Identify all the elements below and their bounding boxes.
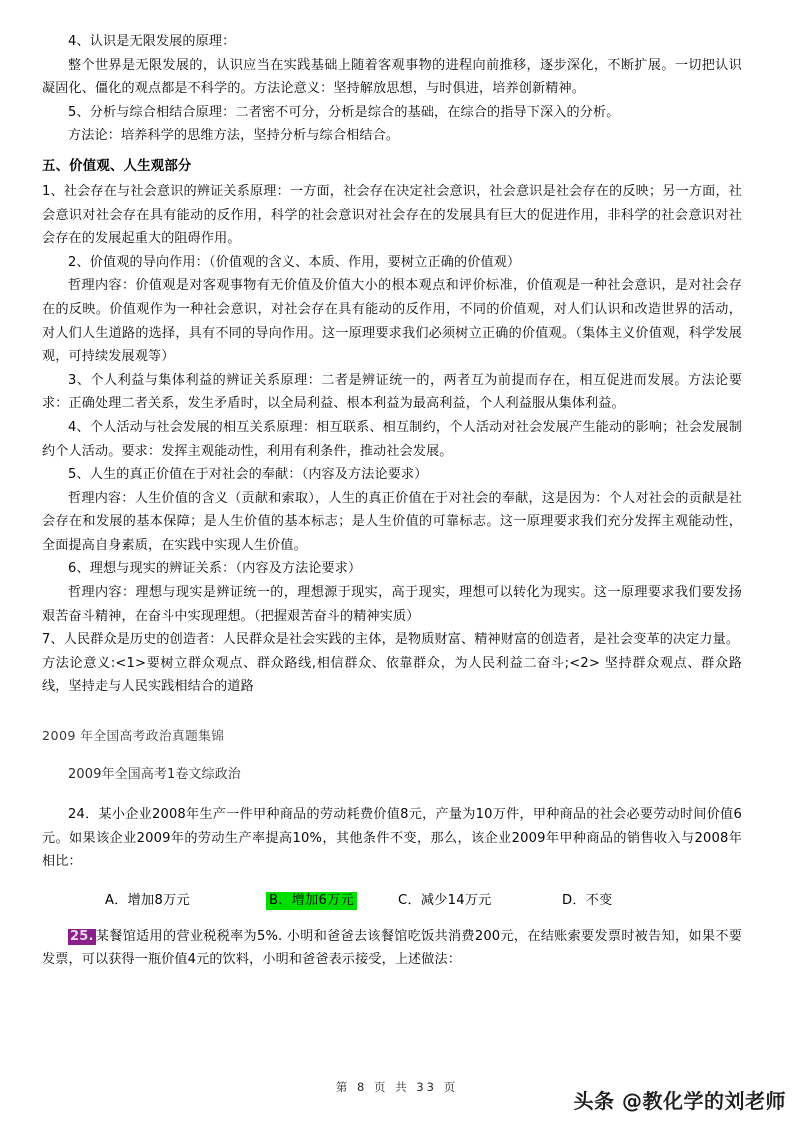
section-five-heading: 五、价值观、人生观部分: [42, 158, 192, 174]
item-5-title: 5、分析与综合相结合原理：二者密不可分，分析是综合的基础，在综合的指导下深入的分析。: [68, 104, 620, 120]
section-five-item-1-title: 1、社会存在与社会意识的辨证关系原理：一方面，社会存在决定社会意识，社会意识是社会存在的反映；另一方面，社会意识对社会存在具有能动的反作用，科学的社会意识对社会存在的发展具有巨大的促进作用，非科学的社会意识对社会存在的发展起重大的阻碍作用。: [42, 183, 742, 247]
section-five-item-2-title: 2、价值观的导向作用：（价值观的含义、本质、作用，要树立正确的价值观）: [68, 254, 521, 270]
spacer-after-paper-title: [42, 786, 742, 803]
item-4-title: 4、认识是无限发展的原理：: [68, 34, 236, 49]
section-five-item-7-title: 7、人民群众是历史的创造者：人民群众是社会实践的主体，是物质财富、精神财富的创造者，是社会变革的决定力量。: [42, 632, 740, 648]
option-c[interactable]: C．减少14万元: [398, 892, 492, 908]
exam-paper-title: 2009年全国高考1卷文综政治: [68, 767, 241, 783]
footer-page-number-text: 第 8 页 共 33 页: [335, 1080, 459, 1094]
document-body: [42, 30, 742, 972]
section-five-item-2-body: 哲理内容：价值观是对客观事物有无价值及价值大小的根本观点和评价标准，价值观是一种社会意识，是对社会存在的反映。价值观作为一种社会意识，对社会存在具有能动的反作用，不同的价值观，对人们认识和改造世界的活动，对人们人生道路的选择，具有不同的导向作用。这一原理要求我们必须树立正确的价值观。（集体主义价值观，科学发展观，可持续发展观等）: [42, 278, 742, 365]
question-25-number-highlight: 25.: [70, 928, 94, 944]
section-five-item-5-body: 哲理内容：人生价值的含义（贡献和索取），人生的真正价值在于对社会的奉献，这是因为：个人对社会的贡献是社会存在和发展的基本保障；是人生价值的基本标志；是人生价值的可靠标志。这一原理要求我们充分发挥主观能动性，全面提高自身素质，在实践中实现人生价值。: [42, 490, 742, 553]
section-five-item-3-title: 3、个人利益与集体利益的辨证关系原理：二者是辨证统一的，两者互为前提而存在，相互促进而发展。方法论要求：正确处理二者关系，发生矛盾时，以全局利益、根本利益为最高利益，个人利益服从集体利益。: [42, 372, 742, 412]
option-b-highlight: B．增加6万元: [266, 892, 357, 910]
spacer-after-collection-title: [42, 747, 742, 764]
watermark-platform: 头条: [573, 1089, 615, 1113]
question-24-stem: 24．某小企业2008年生产一件甲种商品的劳动耗费价值8元，产量为10万件，甲种商品的社会必要劳动时间价值6元。如果该企业2009年的劳动生产率提高10%，其他条件不变，那么，该企业2009年甲种商品的销售收入与2008年相比：: [42, 807, 742, 870]
item-5-method: 方法论：培养科学的思维方法，坚持分析与综合相结合。: [68, 128, 400, 144]
question-25-stem: [42, 925, 742, 972]
section-five-item-5-title: 5、人生的真正价值在于对社会的奉献：（内容及方法论要求）: [68, 467, 428, 483]
section-five-method-note: 方法论意义:<1>要树立群众观点、群众路线,相信群众、依靠群众，为人民利益二奋斗;<2> 坚持群众观点、群众路线，坚持走与人民实践相结合的道路: [42, 655, 742, 695]
spacer-before-exam: [42, 699, 742, 725]
option-d[interactable]: D．不变: [562, 892, 613, 908]
section-five-item-4-title: 4、个人活动与社会发展的相互关系原理：相互联系、相互制约，个人活动对社会发展产生能动的影响；社会发展制约个人活动。要求：发挥主观能动性，利用有利条件，推动社会发展。: [42, 419, 742, 459]
option-a[interactable]: A．增加8万元: [105, 892, 190, 908]
question-24-options: [42, 888, 742, 914]
question-25-stem-text: 某餐馆适用的营业税税率为5%. 小明和爸爸去该餐馆吃饭共消费200元，在结账索要发票时被告知，如果不要发票，可以获得一瓶价值4元的饮料，小明和爸爸表示接受，上述做法：: [42, 928, 742, 968]
watermark: [574, 1086, 786, 1116]
watermark-handle: @教化学的刘老师: [622, 1089, 786, 1113]
section-five-item-6-body: 哲理内容：理想与现实是辨证统一的，理想源于现实，高于现实，理想可以转化为现实。这一原理要求我们要发扬艰苦奋斗精神，在奋斗中实现理想。（把握艰苦奋斗的精神实质）: [42, 585, 742, 624]
exam-collection-title: 2009 年全国高考政治真题集锦: [42, 728, 225, 744]
section-five-item-6-title: 6、理想与现实的辨证关系：（内容及方法论要求）: [68, 561, 362, 577]
option-b[interactable]: [266, 888, 357, 914]
item-4-body: 整个世界是无限发展的，认识应当在实践基础上随着客观事物的进程向前推移，逐步深化，不断扩展。一切把认识凝固化、僵化的观点都是不科学的。方法论意义：坚持解放思想，与时俱进，培养创新精神。: [42, 57, 742, 97]
